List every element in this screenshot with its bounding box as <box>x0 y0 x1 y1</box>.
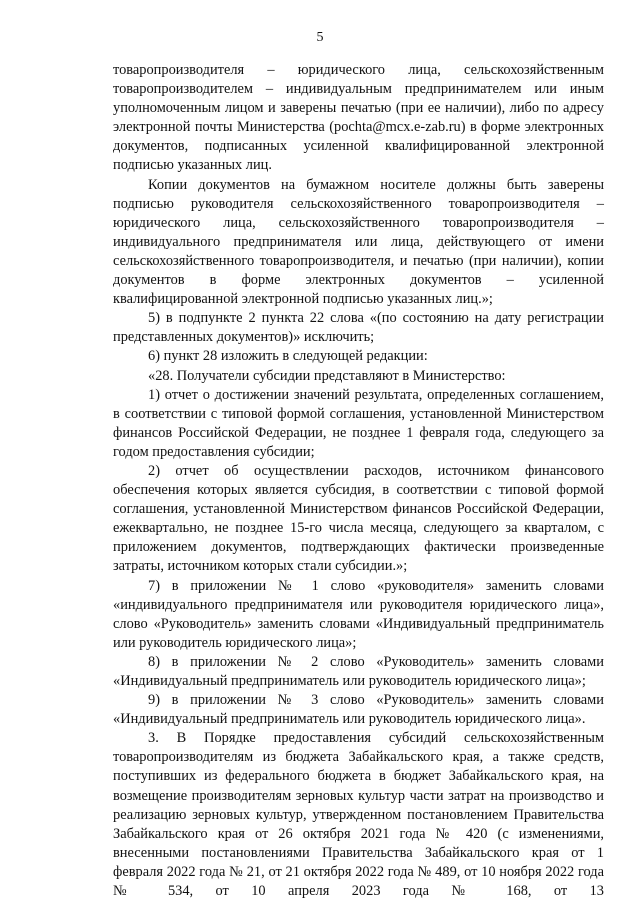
paragraph-point-28: «28. Получатели субсидии представляют в Министерство: <box>148 367 506 384</box>
paragraph-item-7: 7) в приложении № 1 слово «руководителя» заменить словами «индивидуального предпринимателя или руководителя юридического лица», слово «Руководитель» заменить словами «Индивидуальный предприниматель или руководитель юридического лица»; <box>113 577 604 651</box>
paragraph-subitem-2: 2) отчет об осуществлении расходов, источником финансового обеспечения которых является субсидия, в соответствии с типовой формой соглашения, установленной Министерством финансов Российской Федерации, ежеквартально, не позднее 15-го числа месяца, следующего за кварталом, с приложением документов, подтверждающих фактически произведенные затраты, источником которых стали субсидии.»; <box>113 462 604 575</box>
paragraph-section-3: 3. В Порядке предоставления субсидий сельскохозяйственным товаропроизводителям из бюджета Забайкальского края, а также средств, поступивших из федерального бюджета в бюджет Забайкальского края, на возмещение производителям зерновых культур части затрат на производство и реализацию зерновых культур, утвержденном постановлением Правительства Забайкальского края от 26 октября 2021 года № 420 (с изменениями, внесенными постановлениями Правительства Забайкальского края от 1 февраля 2022 года № 21, от 21 октября 2022 года № 489, от 10 ноября 2022 года № 534, от 10 апреля 2023 года № 168, от 13 <box>113 730 604 900</box>
paragraph-subitem-1: 1) отчет о достижении значений результата, определенных соглашением, в соответствии с типовой формой соглашения, установленной Министерством финансов Российской Федерации, не позднее 1 февраля года, следующего за годом предоставления субсидии; <box>113 386 604 460</box>
document-body <box>113 61 604 901</box>
paragraph-item-5: 5) в подпункте 2 пункта 22 слова «(по состоянию на дату регистрации представленных документов)» исключить; <box>113 310 604 346</box>
paragraph-copies-certification: Копии документов на бумажном носителе должны быть заверены подписью руководителя сельскохозяйственного товаропроизводителя – юридического лица, сельскохозяйственного товаропроизводителя – индивидуального предпринимателя или лица, действующего от имени сельскохозяйственного товаропроизводителя, и печатью (при наличии), копии документов в форме электронных документов – усиленной квалифицированной электронной подписью указанных лиц.»; <box>113 176 604 308</box>
paragraph-item-9: 9) в приложении № 3 слово «Руководитель» заменить словами «Индивидуальный предприниматель или руководитель юридического лица». <box>113 692 604 728</box>
page-number: 5 <box>316 30 324 45</box>
paragraph-item-6: 6) пункт 28 изложить в следующей редакции: <box>148 348 428 365</box>
paragraph-item-8: 8) в приложении № 2 слово «Руководитель» заменить словами «Индивидуальный предприниматель или руководитель юридического лица»; <box>113 653 604 689</box>
paragraph-continuation: товаропроизводителя – юридического лица, сельскохозяйственным товаропроизводителем – индивидуальным предпринимателем или иным уполномоченным лицом и заверены печатью (при ее наличии), либо по адресу электронной почты Министерства (pochta@mcx.e-zab.ru) в форме электронных документов, подписанных усиленной квалифицированной электронной подписью указанных лиц. <box>113 62 604 174</box>
